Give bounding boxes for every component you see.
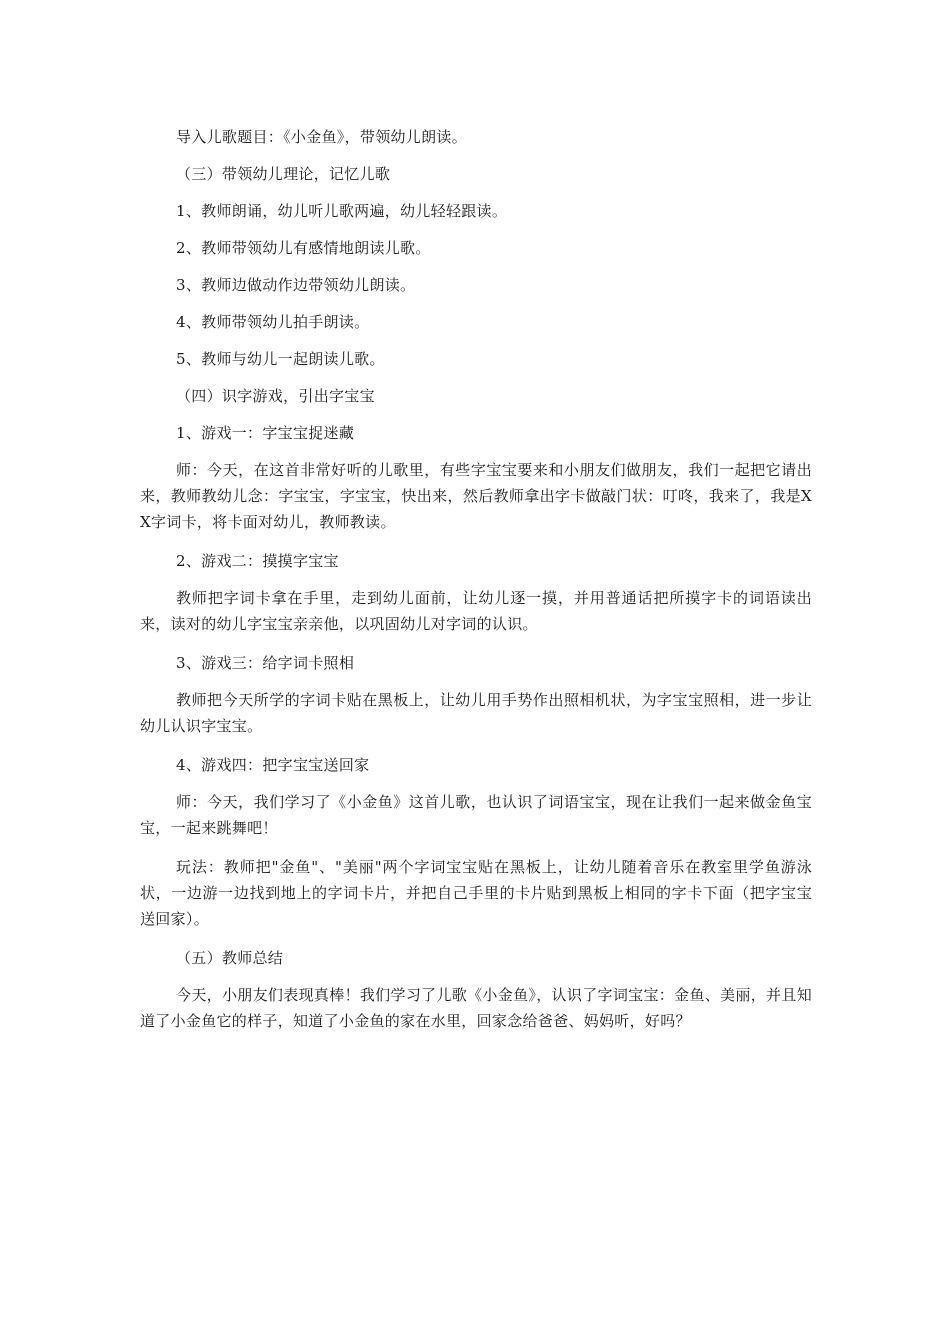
game-heading-2: 2、游戏二：摸摸字宝宝 (176, 552, 339, 570)
list-item: 1、教师朗诵，幼儿听儿歌两遍，幼儿轻轻跟读。 (176, 202, 508, 220)
paragraph-game-2: 教师把字词卡拿在手里，走到幼儿面前，让幼儿逐一摸，并用普通话把所摸字卡的词语读出来，读对的幼儿字宝宝亲亲他，以巩固幼儿对字词的认识。 (140, 589, 812, 633)
list-item: 4、教师带领幼儿拍手朗读。 (176, 313, 370, 331)
paragraph-intro: 导入儿歌题目：《小金鱼》，带领幼儿朗读。 (176, 128, 468, 146)
paragraph-game-1: 师：今天，在这首非常好听的儿歌里，有些字宝宝要来和小朋友们做朋友，我们一起把它请出来，教师教幼儿念：字宝宝，字宝宝，快出来，然后教师拿出字卡做敲门状：叮咚，我来了，我是XX字词卡，将卡面对幼儿，教师教读。 (140, 461, 812, 531)
list-item: 3、教师边做动作边带领幼儿朗读。 (176, 276, 416, 294)
section-heading-4: （四）识字游戏，引出字宝宝 (176, 387, 375, 405)
list-item: 2、教师带领幼儿有感情地朗读儿歌。 (176, 239, 431, 257)
list-item: 5、教师与幼儿一起朗读儿歌。 (176, 350, 385, 368)
section-heading-3: （三）带领幼儿理论，记忆儿歌 (176, 165, 391, 183)
paragraph-game-rules: 玩法：教师把"金鱼"、"美丽"两个字词宝宝贴在黑板上，让幼儿随着音乐在教室里学鱼游泳状，一边游一边找到地上的字词卡片，并把自己手里的卡片贴到黑板上相同的字卡下面（把字宝宝送回家）。 (140, 858, 812, 928)
paragraph-game-4: 师：今天，我们学习了《小金鱼》这首儿歌，也认识了词语宝宝，现在让我们一起来做金鱼宝宝，一起来跳舞吧！ (140, 793, 812, 837)
game-heading-4: 4、游戏四：把字宝宝送回家 (176, 756, 370, 774)
paragraph-summary: 今天，小朋友们表现真棒！我们学习了儿歌《小金鱼》，认识了字词宝宝：金鱼、美丽，并且知道了小金鱼它的样子，知道了小金鱼的家在水里，回家念给爸爸、妈妈听，好吗？ (140, 986, 812, 1030)
document-body (140, 124, 812, 1045)
game-heading-3: 3、游戏三：给字词卡照相 (176, 654, 355, 672)
paragraph-game-3: 教师把今天所学的字词卡贴在黑板上，让幼儿用手势作出照相机状，为字宝宝照相，进一步让幼儿认识字宝宝。 (140, 691, 812, 735)
section-heading-5: （五）教师总结 (176, 949, 284, 967)
game-heading-1: 1、游戏一：字宝宝捉迷藏 (176, 424, 355, 442)
